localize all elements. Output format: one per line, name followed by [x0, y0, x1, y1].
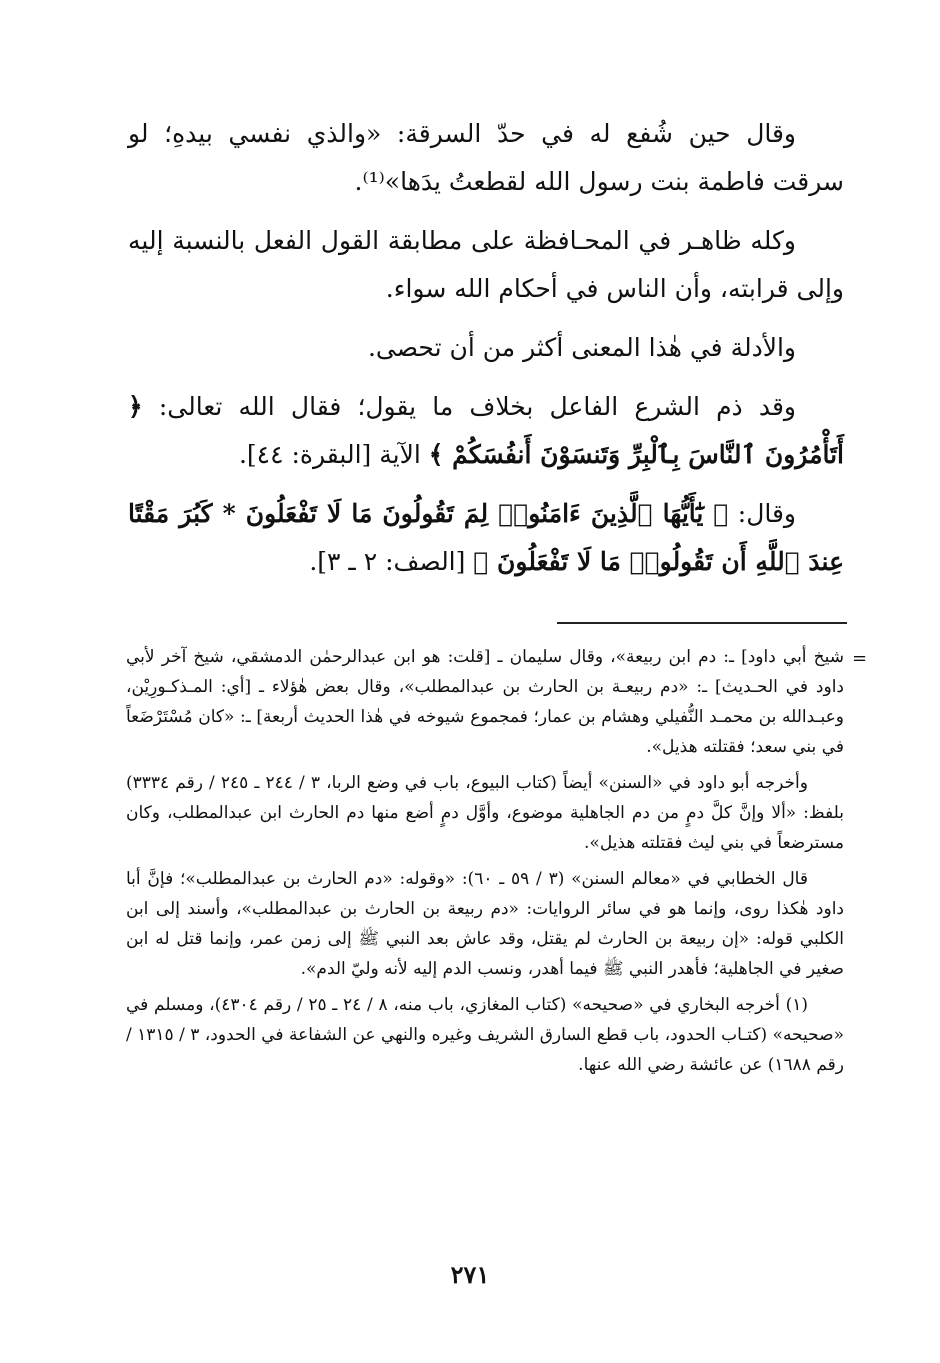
verse-reference-baqarah: الآية [البقرة: ٤٤]. — [238, 440, 421, 469]
footnote-continuation: شيخ أبي داود] ـ: دم ابن ربيعة»، وقال سليمان ـ [قلت: هو ابن عبدالرحمٰن الدمشقي، شيخ آخر لأبي داود في الحـديث] ـ: «دم ربيعـة بن الحارث بن عبدالمطلب»، وقال بعض هٰؤلاء ـ [أي: المـذكـورِيْن، وعبـدالله بن محمـد النُّفيلي وهشام بن عمار؛ فمجموع شيوخه في هٰذا الحديث أربعة] ـ: «كان مُسْتَرْضَعاً في بني سعد؛ فقتلته هذيل». — [126, 647, 844, 757]
main-text — [128, 110, 844, 586]
quran-verse-baqarah: ﴿ أَتَأْمُرُونَ ٱلنَّاسَ بِٱلْبِرِّ وَتَنسَوْنَ أَنفُسَكُمْ ﴾ — [128, 392, 844, 469]
footnote-divider — [557, 622, 847, 624]
verse-reference-saff: [الصف: ٢ ـ ٣]. — [309, 547, 466, 576]
body-paragraph-2: وكله ظاهـر في المحـافظة على مطابقة القول الفعل بالنسبة إليه وإلى قرابته، وأن الناس في أحكام الله سواء. — [128, 226, 844, 303]
footnote-khattabi: قال الخطابي في «معالم السنن» (٣ / ٥٩ ـ ٦٠): «وقوله: «دم الحارث بن عبدالمطلب»؛ فإنَّ أبا داود هٰكذا روى، وإنما هو في سائر الروايات: «دم ربيعة بن الحارث بن عبدالمطلب»، وأسند إلى ابن الكلبي قوله: «إن ربيعة بن الحارث لم يقتل، وقد عاش بعد النبي ﷺ إلى زمن عمر، وإنما قتل له ابن صغير في الجاهلية؛ فأهدر النبي ﷺ فيما أهدر، ونسب الدم إليه لأنه وليّ الدم». — [126, 869, 844, 979]
paragraph-5-intro: وقال: — [737, 499, 796, 528]
body-paragraph-5 — [128, 490, 844, 586]
footnotes — [126, 642, 844, 1080]
footnote-1: (١) أخرجه البخاري في «صحيحه» (كتاب المغازي، باب منه، ٨ / ٢٤ ـ ٢٥ / رقم ٤٣٠٤)، ومسلم في «صحيحه» (كتـاب الحدود، باب قطع السارق الشريف وغيره والنهي عن الشفاعة في الحدود، ٣ / ١٣١٥ / رقم ١٦٨٨) عن عائشة رضي الله عنها. — [126, 995, 844, 1075]
page-number: ٢٧١ — [450, 1260, 490, 1289]
body-paragraph-1: وقال حين شُفع له في حدّ السرقة: «والذي نفسي بيدهِ؛ لو سرقت فاطمة بنت رسول الله لقطعتُ يدَها»⁽¹⁾. — [128, 119, 844, 196]
body-paragraph-4 — [128, 383, 844, 479]
paragraph-4-intro: وقد ذم الشرع الفاعل بخلاف ما يقول؛ فقال الله تعالى: — [158, 392, 797, 421]
footnote-continuation-mark: = — [852, 648, 868, 669]
quran-verse-saff: ﴿ يَٰٓأَيُّهَا ٱلَّذِينَ ءَامَنُوا۟ لِمَ تَقُولُونَ مَا لَا تَفْعَلُونَ * كَبُرَ مَقْتًا عِندَ ٱللَّهِ أَن تَقُولُوا۟ مَا لَا تَفْعَلُونَ ﴾ — [128, 499, 844, 576]
body-paragraph-3: والأدلة في هٰذا المعنى أكثر من أن تحصى. — [367, 333, 796, 362]
footnote-abu-dawud: وأخرجه أبو داود في «السنن» أيضاً (كتاب البيوع، باب في وضع الربا، ٣ / ٢٤٤ ـ ٢٤٥ / رقم ٣٣٣٤) بلفظ: «ألا وإنَّ كلَّ دمٍ من دم الجاهلية موضوع، وأوَّل دمٍ أضع منها دم الحارث ابن عبدالمطلب، وكان مسترضعاً في بني ليث فقتلته هذيل». — [126, 773, 844, 853]
